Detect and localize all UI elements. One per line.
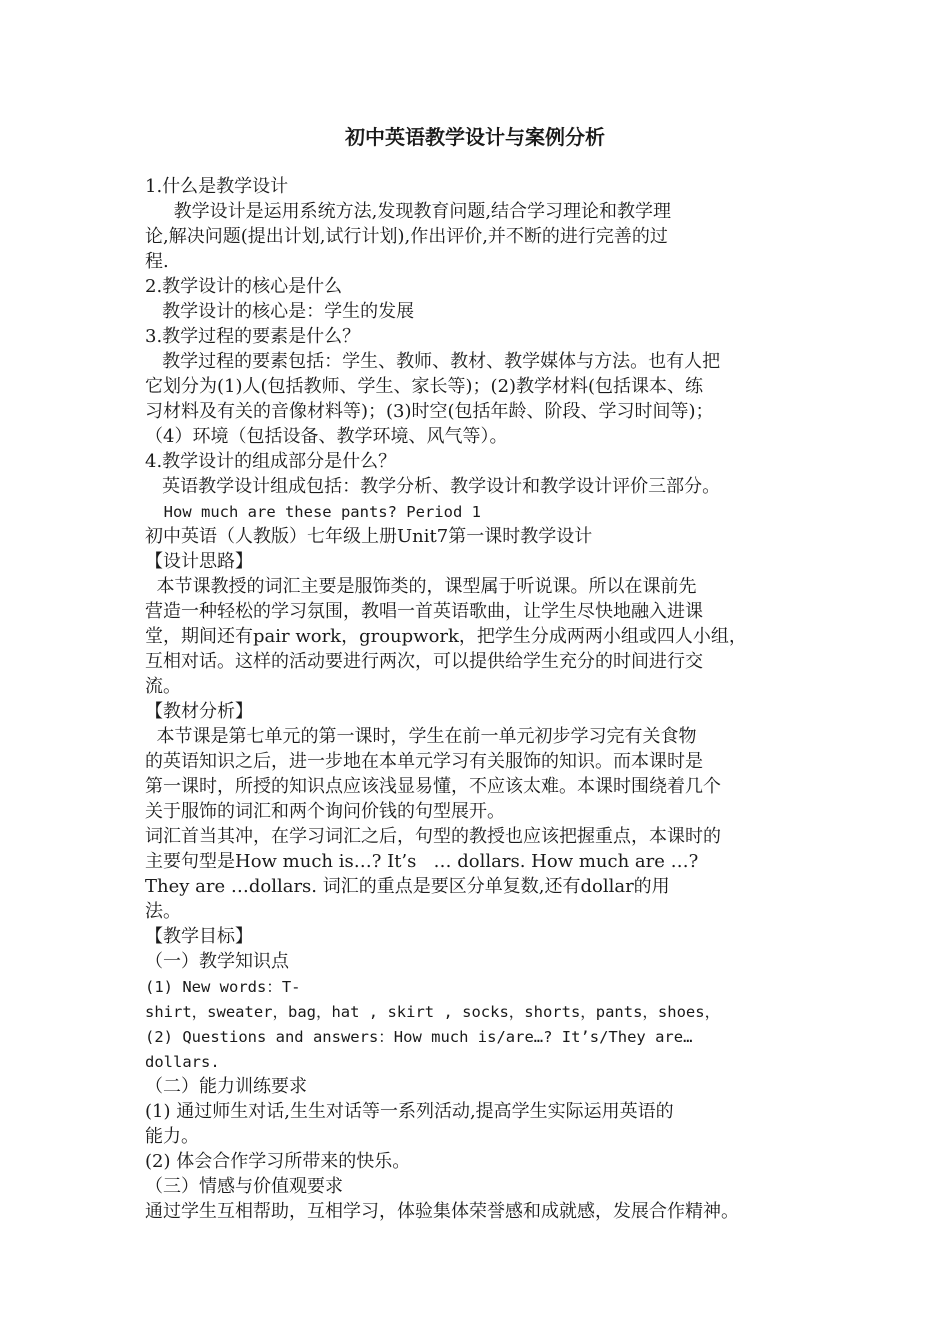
text-line: (2) Questions and answers：How much is/are…? It’s/They are… (145, 1028, 693, 1046)
section-heading: 【教材分析】 (145, 701, 253, 722)
text-line: 英语教学设计组成包括：教学分析、教学设计和教学设计评价三部分。 (145, 476, 721, 497)
text-line: 教学设计是运用系统方法,发现教育问题,结合学习理论和教学理 (145, 201, 672, 222)
text-line: 本节课是第七单元的第一课时，学生在前一单元初步学习完有关食物 (145, 726, 697, 747)
text-line: 4.教学设计的组成部分是什么？ (145, 451, 397, 472)
text-line: shirt，sweater，bag，hat , skirt , socks，shorts，pants，shoes， (145, 1003, 721, 1021)
text-line: (2) 体会合作学习所带来的快乐。 (145, 1151, 411, 1172)
text-line: 习材料及有关的音像材料等)；(3)时空(包括年龄、阶段、学习时间等)； (145, 401, 714, 422)
text-line: 教学过程的要素包括：学生、教师、教材、教学媒体与方法。也有人把 (145, 351, 721, 372)
text-line: 能力。 (145, 1126, 199, 1147)
text-line: 互相对话。这样的活动要进行两次，可以提供给学生充分的时间进行交 (145, 651, 703, 672)
text-line: 程. (145, 251, 169, 272)
text-line: 1.什么是教学设计 (145, 176, 289, 197)
text-line: 营造一种轻松的学习氛围，教唱一首英语歌曲，让学生尽快地融入进课 (145, 601, 703, 622)
text-line: 词汇首当其冲，在学习词汇之后，句型的教授也应该把握重点，本课时的 (145, 826, 721, 847)
text-line: dollars. (145, 1053, 220, 1071)
text-line: 论,解决问题(提出计划,试行计划),作出评价,并不断的进行完善的过 (145, 226, 668, 247)
text-line: 堂，期间还有pair work，groupwork，把学生分成两两小组或四人小组， (145, 626, 747, 647)
text-line: 关于服饰的词汇和两个询问价钱的句型展开。 (145, 801, 505, 822)
text-line: 3.教学过程的要素是什么？ (145, 326, 361, 347)
subsection-heading: （一）教学知识点 (145, 951, 289, 972)
text-line: 教学设计的核心是：学生的发展 (145, 301, 415, 322)
text-line: (1) New words：T- (145, 978, 301, 996)
text-line: （4）环境（包括设备、教学环境、风气等）。 (145, 426, 508, 447)
subsection-heading: （三）情感与价值观要求 (145, 1176, 343, 1197)
text-line: 流。 (145, 676, 181, 697)
text-line: 法。 (145, 901, 181, 922)
text-line: 通过学生互相帮助，互相学习，体验集体荣誉感和成就感，发展合作精神。 (145, 1201, 739, 1222)
text-line: They are …dollars. 词汇的重点是要区分单复数,还有dollar的用 (145, 876, 670, 897)
text-line: 它划分为(1)人(包括教师、学生、家长等)；(2)教学材料(包括课本、练 (145, 376, 704, 397)
text-line: (1) 通过师生对话,生生对话等一系列活动,提高学生实际运用英语的 (145, 1101, 674, 1122)
text-line: 主要句型是How much is…? It’s … dollars. How much are …? (145, 851, 699, 872)
text-line: 2.教学设计的核心是什么 (145, 276, 343, 297)
document-title: 初中英语教学设计与案例分析 (345, 125, 605, 149)
text-line: 本节课教授的词汇主要是服饰类的，课型属于听说课。所以在课前先 (145, 576, 697, 597)
section-heading: 【设计思路】 (145, 551, 253, 572)
section-heading: 【教学目标】 (145, 926, 253, 947)
text-line: 初中英语（人教版）七年级上册Unit7第一课时教学设计 (145, 526, 593, 547)
text-line: 的英语知识之后，进一步地在本单元学习有关服饰的知识。而本课时是 (145, 751, 703, 772)
text-line: How much are these pants? Period 1 (145, 503, 481, 521)
subsection-heading: （二）能力训练要求 (145, 1076, 307, 1097)
text-line: 第一课时，所授的知识点应该浅显易懂，不应该太难。本课时围绕着几个 (145, 776, 721, 797)
